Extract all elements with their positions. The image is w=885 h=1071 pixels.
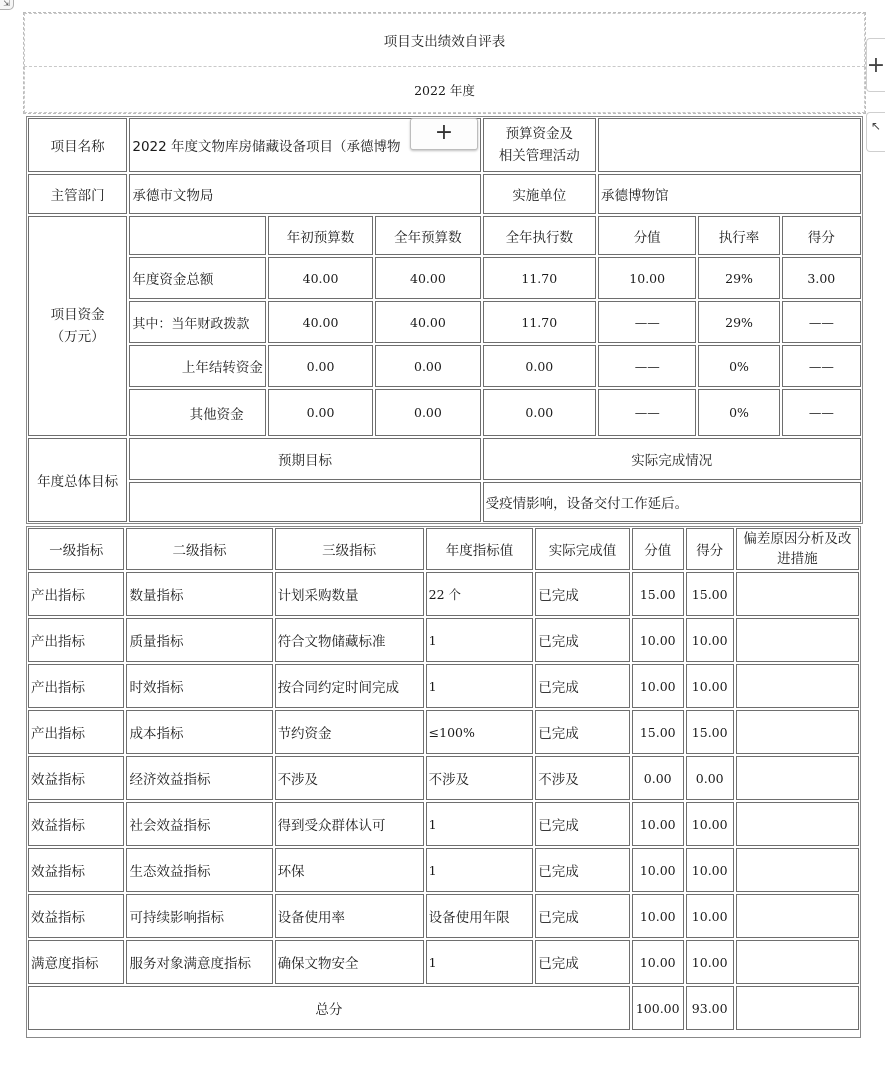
indicator-level3-cell: 不涉及: [275, 756, 424, 800]
indicator-actual-cell[interactable]: 已完成: [535, 618, 629, 662]
funds-cell[interactable]: ——: [782, 345, 861, 387]
funds-cell[interactable]: ——: [782, 389, 861, 436]
indicator-deviation-cell[interactable]: [736, 802, 859, 846]
budget-activity-value[interactable]: [598, 118, 861, 172]
funds-row-name: 年度资金总额: [129, 257, 266, 299]
funds-cell[interactable]: 0%: [698, 345, 779, 387]
project-name-label: 项目名称: [28, 118, 127, 172]
budget-activity-label: [483, 118, 596, 172]
indicator-score-cell[interactable]: 10.00: [686, 618, 734, 662]
indicator-row: [28, 664, 859, 708]
indicator-header: 得分: [686, 528, 734, 570]
indicator-target-cell[interactable]: 1: [426, 848, 534, 892]
funds-cell[interactable]: 11.70: [483, 301, 596, 343]
indicator-actual-cell[interactable]: 已完成: [535, 848, 629, 892]
indicator-score-cell[interactable]: 10.00: [686, 848, 734, 892]
total-label: 总分: [28, 986, 630, 1030]
indicator-header: 实际完成值: [535, 528, 629, 570]
indicator-points-cell[interactable]: 15.00: [632, 572, 684, 616]
funds-row-name: 其中：当年财政拨款: [129, 301, 266, 343]
actual-result-value[interactable]: 受疫情影响，设备交付工作延后。: [483, 482, 861, 522]
indicator-level2-cell: 经济效益指标: [126, 756, 272, 800]
indicator-level1-cell: 效益指标: [28, 848, 124, 892]
plus-icon: +: [866, 52, 885, 78]
funds-row-name: 其他资金: [129, 389, 266, 436]
indicator-points-cell[interactable]: 0.00: [632, 756, 684, 800]
indicator-row: [28, 802, 859, 846]
funds-cell[interactable]: ——: [598, 301, 696, 343]
indicator-deviation-cell[interactable]: [736, 664, 859, 708]
indicator-actual-cell[interactable]: 已完成: [535, 894, 629, 938]
funds-cell[interactable]: 0.00: [375, 345, 480, 387]
indicator-level2-cell: 社会效益指标: [126, 802, 272, 846]
total-deviation[interactable]: [736, 986, 859, 1030]
funds-row-name: 上年结转资金: [129, 345, 266, 387]
funds-header-blank: [129, 216, 266, 255]
indicator-level1-cell: 产出指标: [28, 710, 124, 754]
indicator-score-cell[interactable]: 10.00: [686, 664, 734, 708]
indicator-level1-cell: 效益指标: [28, 802, 124, 846]
annual-goal-label: 年度总体目标: [28, 438, 127, 522]
indicator-deviation-cell[interactable]: [736, 572, 859, 616]
total-row: [28, 986, 859, 1030]
indicator-deviation-cell[interactable]: [736, 756, 859, 800]
funds-cell[interactable]: 29%: [698, 257, 779, 299]
budget-activity-label-line2: 相关管理活动: [498, 148, 580, 164]
indicator-deviation-cell[interactable]: [736, 848, 859, 892]
funds-cell[interactable]: 0.00: [483, 345, 596, 387]
funds-cell[interactable]: 40.00: [375, 301, 480, 343]
plus-icon: +: [434, 120, 454, 145]
funds-row: [28, 301, 861, 343]
indicator-header: 三级指标: [275, 528, 424, 570]
budget-activity-label-line1: 预算资金及: [505, 126, 574, 142]
dept-label: 主管部门: [28, 174, 127, 214]
indicator-level1-cell: 产出指标: [28, 572, 124, 616]
indicator-actual-cell[interactable]: 不涉及: [535, 756, 629, 800]
indicator-level2-cell: 质量指标: [126, 618, 272, 662]
expected-goal-header: 预期目标: [129, 438, 480, 480]
indicator-level1-cell: 产出指标: [28, 618, 124, 662]
funds-cell[interactable]: 0.00: [268, 345, 373, 387]
indicator-score-cell[interactable]: 10.00: [686, 894, 734, 938]
impl-unit-value[interactable]: 承德博物馆: [598, 174, 861, 214]
indicator-table: [26, 526, 861, 1032]
indicator-row: [28, 894, 859, 938]
indicator-header: 分值: [632, 528, 684, 570]
total-points[interactable]: 100.00: [632, 986, 684, 1030]
indicator-level2-cell: 生态效益指标: [126, 848, 272, 892]
collapse-arrow-icon: ↖: [870, 119, 882, 133]
indicator-deviation-cell[interactable]: [736, 710, 859, 754]
indicator-actual-cell[interactable]: 已完成: [535, 940, 629, 984]
indicator-target-cell[interactable]: 22 个: [426, 572, 534, 616]
indicator-target-cell[interactable]: 不涉及: [426, 756, 534, 800]
page-title: 项目支出绩效自评表: [25, 14, 865, 67]
expected-goal-value[interactable]: [129, 482, 480, 522]
indicator-row: [28, 572, 859, 616]
total-score[interactable]: 93.00: [686, 986, 734, 1030]
indicator-actual-cell[interactable]: 已完成: [535, 802, 629, 846]
funds-cell[interactable]: 0.00: [375, 389, 480, 436]
funds-cell[interactable]: ——: [598, 345, 696, 387]
indicator-row: [28, 848, 859, 892]
indicator-score-cell[interactable]: 10.00: [686, 940, 734, 984]
impl-unit-label: 实施单位: [483, 174, 596, 214]
indicator-points-cell[interactable]: 10.00: [632, 618, 684, 662]
indicator-actual-cell[interactable]: 已完成: [535, 710, 629, 754]
funds-header-score: 得分: [782, 216, 861, 255]
actual-result-header: 实际完成情况: [483, 438, 861, 480]
funds-cell[interactable]: 29%: [698, 301, 779, 343]
funds-header-initial: 年初预算数: [268, 216, 373, 255]
indicator-deviation-cell[interactable]: [736, 894, 859, 938]
funds-cell[interactable]: ——: [598, 389, 696, 436]
indicator-row: [28, 710, 859, 754]
indicator-level3-cell: 符合文物储藏标准: [275, 618, 424, 662]
indicator-level3-cell: 节约资金: [275, 710, 424, 754]
funds-header-executed: 全年执行数: [483, 216, 596, 255]
side-add-button[interactable]: [866, 38, 885, 92]
indicator-level2-cell: 时效指标: [126, 664, 272, 708]
indicator-level1-cell: 满意度指标: [28, 940, 124, 984]
indicator-row: [28, 756, 859, 800]
indicator-level2-cell: 服务对象满意度指标: [126, 940, 272, 984]
indicator-score-cell[interactable]: 10.00: [686, 802, 734, 846]
indicator-level3-cell: 确保文物安全: [275, 940, 424, 984]
funds-cell[interactable]: 11.70: [483, 257, 596, 299]
indicator-level3-cell: 环保: [275, 848, 424, 892]
indicator-row: [28, 618, 859, 662]
indicator-level1-cell: 产出指标: [28, 664, 124, 708]
funds-cell[interactable]: 0%: [698, 389, 779, 436]
header-table: [24, 13, 865, 113]
funds-cell[interactable]: 0.00: [483, 389, 596, 436]
indicator-header-deviation-text: 偏差原因分析及改进措施: [743, 531, 852, 567]
indicator-target-cell[interactable]: ≤100%: [426, 710, 534, 754]
funds-row: [28, 257, 861, 299]
funds-row: [28, 345, 861, 387]
indicator-header: 一级指标: [28, 528, 124, 570]
indicator-points-cell[interactable]: 10.00: [632, 664, 684, 708]
indicator-actual-cell[interactable]: 已完成: [535, 572, 629, 616]
indicator-target-cell[interactable]: 1: [426, 940, 534, 984]
indicator-points-cell[interactable]: 15.00: [632, 710, 684, 754]
indicator-points-cell[interactable]: 10.00: [632, 894, 684, 938]
indicator-header: 年度指标值: [426, 528, 534, 570]
indicator-target-cell[interactable]: 1: [426, 618, 534, 662]
funds-cell[interactable]: 40.00: [375, 257, 480, 299]
funds-label-line2: （万元）: [50, 329, 105, 345]
project-info-table: [26, 116, 863, 524]
side-collapse-button[interactable]: [866, 112, 885, 152]
add-row-button[interactable]: [410, 118, 478, 150]
page-year: 2022 年度: [25, 67, 865, 113]
funds-cell[interactable]: 3.00: [782, 257, 861, 299]
funds-label: [28, 216, 127, 436]
funds-cell[interactable]: 40.00: [268, 301, 373, 343]
indicator-level1-cell: 效益指标: [28, 894, 124, 938]
indicator-deviation-cell[interactable]: [736, 940, 859, 984]
funds-header-points: 分值: [598, 216, 696, 255]
funds-cell[interactable]: 0.00: [268, 389, 373, 436]
indicator-points-cell[interactable]: 10.00: [632, 940, 684, 984]
indicator-level2-cell: 数量指标: [126, 572, 272, 616]
indicator-actual-cell[interactable]: 已完成: [535, 664, 629, 708]
funds-header-rate: 执行率: [698, 216, 779, 255]
indicator-header-deviation: [736, 528, 859, 570]
funds-cell[interactable]: ——: [782, 301, 861, 343]
funds-cell[interactable]: 10.00: [598, 257, 696, 299]
indicator-row: [28, 940, 859, 984]
indicator-target-cell[interactable]: 设备使用年限: [426, 894, 534, 938]
indicator-score-cell[interactable]: 15.00: [686, 710, 734, 754]
indicator-deviation-cell[interactable]: [736, 618, 859, 662]
indicator-level3-cell: 得到受众群体认可: [275, 802, 424, 846]
indicator-points-cell[interactable]: 10.00: [632, 848, 684, 892]
indicator-level1-cell: 效益指标: [28, 756, 124, 800]
funds-cell[interactable]: 40.00: [268, 257, 373, 299]
indicator-level3-cell: 按合同约定时间完成: [275, 664, 424, 708]
indicator-header: 二级指标: [126, 528, 272, 570]
indicator-points-cell[interactable]: 10.00: [632, 802, 684, 846]
funds-header-annual: 全年预算数: [375, 216, 480, 255]
funds-label-line1: 项目资金: [50, 307, 105, 323]
indicator-level2-cell: 成本指标: [126, 710, 272, 754]
indicator-score-cell[interactable]: 0.00: [686, 756, 734, 800]
indicator-target-cell[interactable]: 1: [426, 802, 534, 846]
dept-value[interactable]: 承德市文物局: [129, 174, 480, 214]
indicator-score-cell[interactable]: 15.00: [686, 572, 734, 616]
indicator-level3-cell: 计划采购数量: [275, 572, 424, 616]
indicator-target-cell[interactable]: 1: [426, 664, 534, 708]
handle-icon[interactable]: ⇲: [0, 0, 14, 10]
indicator-level3-cell: 设备使用率: [275, 894, 424, 938]
indicator-level2-cell: 可持续影响指标: [126, 894, 272, 938]
project-name-value[interactable]: 2022 年度文物库房储藏设备项目（承德博物: [129, 118, 480, 172]
funds-row: [28, 389, 861, 436]
